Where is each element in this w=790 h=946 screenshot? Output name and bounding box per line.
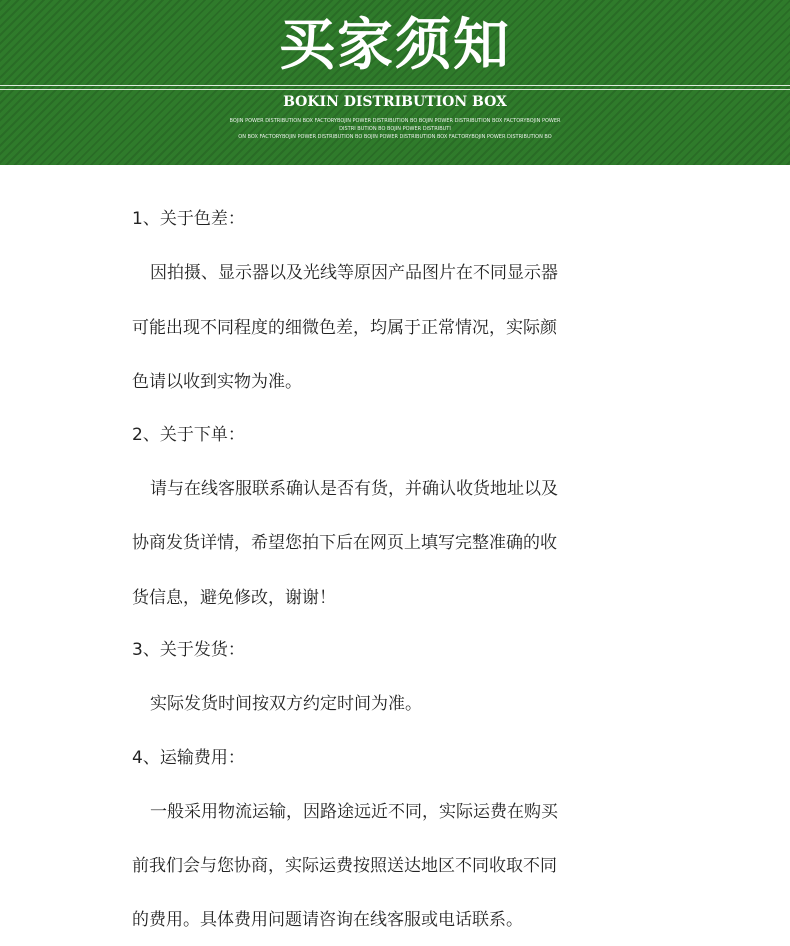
section-heading: 1、关于色差： [132,209,245,229]
section-text: 货信息，避免修改，谢谢！ [132,588,336,608]
banner-small-text: ON BOX FACTORYBOJIN POWER DISTRIBUTION BO BOJIN POWER DISTRIBUTION BOX FACTORYBOJIN POWER DISTRIBUTION BO [238,134,552,140]
banner-subtitle: BOKIN DISTRIBUTION BOX [283,94,507,110]
section-text: 协商发货详情，希望您拍下后在网页上填写完整准确的收 [132,533,557,553]
section-text: 一般采用物流运输，因路途远近不同，实际运费在购买 [150,802,558,822]
banner-divider-bottom [0,89,790,90]
section-heading: 2、关于下单： [132,425,245,445]
section-text: 可能出现不同程度的细微色差，均属于正常情况，实际颜 [132,318,557,338]
header-banner [0,0,790,165]
section-text: 因拍摄、显示器以及光线等原因产品图片在不同显示器 [150,263,558,283]
banner-title: 买家须知 [279,13,511,78]
section-text: 请与在线客服联系确认是否有货，并确认收货地址以及 [150,479,558,499]
section-text: 的费用。具体费用问题请咨询在线客服或电话联系。 [132,910,523,930]
section-heading: 4、运输费用： [132,748,245,768]
banner-small-text: BOJIN POWER DISTRIBUTION BOX FACTORYBOJIN POWER DISTRIBUTION BO BOJIN POWER DISTRIBUTION BOX FACTORYBOJIN POWER [229,118,561,124]
section-text: 实际发货时间按双方约定时间为准。 [150,694,422,714]
banner-small-text: DISTRI BUTION BO BOJIN POWER DISTRIBUTI [339,126,451,132]
banner-divider-top [0,85,790,86]
section-text: 前我们会与您协商，实际运费按照送达地区不同收取不同 [132,856,557,876]
section-heading: 3、关于发货： [132,640,245,660]
section-text: 色请以收到实物为准。 [132,372,302,392]
